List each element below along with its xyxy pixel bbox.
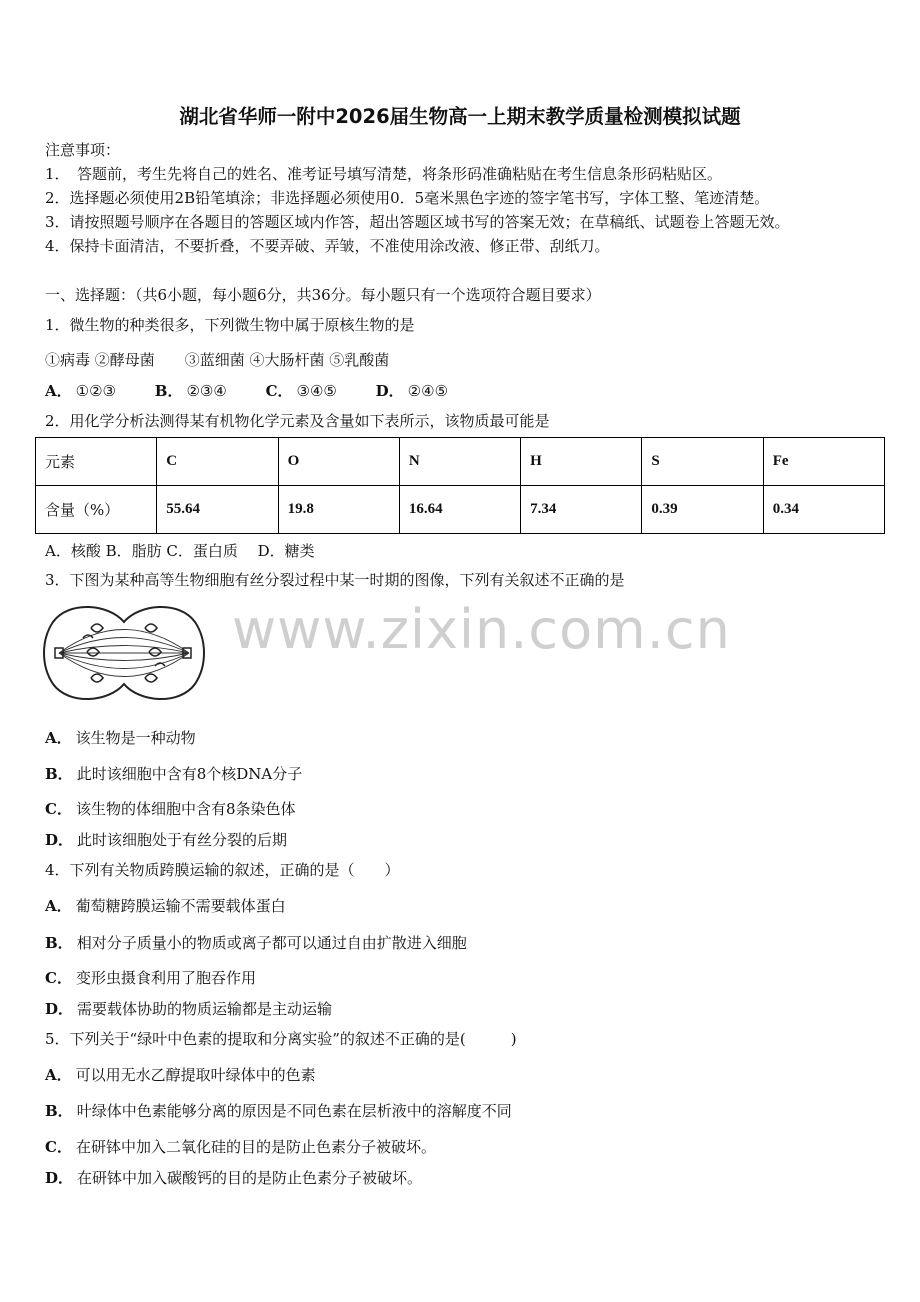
page-title: 湖北省华师一附中2026届生物高一上期末教学质量检测模拟试题 <box>179 105 741 128</box>
element-content-table <box>35 437 885 534</box>
option-c[interactable]: C． 在研钵中加入二氧化硅的目的是防止色素分子被破坏。 <box>45 1138 436 1156</box>
question-1-items: ①病毒 ②酵母菌 ③蓝细菌 ④大肠杆菌 ⑤乳酸菌 <box>45 351 390 369</box>
notice-item: 4．保持卡面清洁，不要折叠，不要弄破、弄皱，不准使用涂改液、修正带、刮纸刀。 <box>45 237 610 255</box>
table-cell: 16.64 <box>399 486 520 534</box>
question-1-stem: 1．微生物的种类很多，下列微生物中属于原核生物的是 <box>45 316 415 334</box>
option-b[interactable]: B． 相对分子质量小的物质或离子都可以通过自由扩散进入细胞 <box>45 934 467 952</box>
question-5-stem: 5．下列关于“绿叶中色素的提取和分离实验”的叙述不正确的是( ) <box>45 1030 517 1048</box>
option-a[interactable]: A． 该生物是一种动物 <box>45 729 196 747</box>
section-heading: 一、选择题：（共6小题，每小题6分，共36分。每小题只有一个选项符合题目要求） <box>45 286 601 304</box>
option-a[interactable]: A． 葡萄糖跨膜运输不需要载体蛋白 <box>45 897 286 915</box>
table-cell: 0.39 <box>642 486 763 534</box>
table-cell: H <box>521 438 642 486</box>
table-cell: 19.8 <box>278 486 399 534</box>
table-cell: 0.34 <box>763 486 884 534</box>
notice-item: 1． 答题前，考生先将自己的姓名、准考证号填写清楚，将条形码准确粘贴在考生信息条形码粘贴区。 <box>45 165 723 183</box>
option-b[interactable]: B． ②③④ <box>154 382 227 400</box>
table-row <box>36 486 885 534</box>
question-3-stem: 3．下图为某种高等生物细胞有丝分裂过程中某一时期的图像，下列有关叙述不正确的是 <box>45 571 625 589</box>
option-d[interactable]: D． 此时该细胞处于有丝分裂的后期 <box>45 831 288 849</box>
option-b[interactable]: B． 此时该细胞中含有8个核DNA分子 <box>45 765 303 783</box>
question-2-options: A．核酸 B．脂肪 C．蛋白质 D．糖类 <box>45 542 315 560</box>
table-row <box>36 438 885 486</box>
notice-heading: 注意事项： <box>45 141 121 159</box>
option-d[interactable]: D． 在研钵中加入碳酸钙的目的是防止色素分子被破坏。 <box>45 1169 423 1187</box>
option-b[interactable]: B． 叶绿体中色素能够分离的原因是不同色素在层析液中的溶解度不同 <box>45 1102 512 1120</box>
table-cell: Fe <box>763 438 884 486</box>
table-cell: C <box>157 438 278 486</box>
table-cell: N <box>399 438 520 486</box>
notice-item: 3．请按照题号顺序在各题目的答题区域内作答，超出答题区域书写的答案无效；在草稿纸、试题卷上答题无效。 <box>45 213 790 231</box>
option-d[interactable]: D． ②④⑤ <box>375 382 449 400</box>
table-cell: 55.64 <box>157 486 278 534</box>
question-1-options <box>45 380 482 401</box>
option-c[interactable]: C． 变形虫摄食利用了胞吞作用 <box>45 969 256 987</box>
option-c[interactable]: C． ③④⑤ <box>265 382 337 400</box>
option-d[interactable]: D． 需要载体协助的物质运输都是主动运输 <box>45 1000 333 1018</box>
question-4-stem: 4．下列有关物质跨膜运输的叙述，正确的是（ ） <box>45 861 400 879</box>
watermark: www.zixin.com.cn <box>232 598 731 661</box>
cell-division-figure <box>43 600 205 706</box>
option-a[interactable]: A． ①②③ <box>45 382 116 400</box>
notice-item: 2．选择题必须使用2B铅笔填涂；非选择题必须使用0．5毫米黑色字迹的签字笔书写，字体工整、笔迹清楚。 <box>45 189 770 207</box>
table-cell: 7.34 <box>521 486 642 534</box>
table-cell: S <box>642 438 763 486</box>
table-cell: O <box>278 438 399 486</box>
option-a[interactable]: A． 可以用无水乙醇提取叶绿体中的色素 <box>45 1066 316 1084</box>
table-cell: 元素 <box>36 438 157 486</box>
table-cell: 含量（%） <box>36 486 157 534</box>
question-2-stem: 2．用化学分析法测得某有机物化学元素及含量如下表所示，该物质最可能是 <box>45 412 550 430</box>
option-c[interactable]: C． 该生物的体细胞中含有8条染色体 <box>45 800 296 818</box>
